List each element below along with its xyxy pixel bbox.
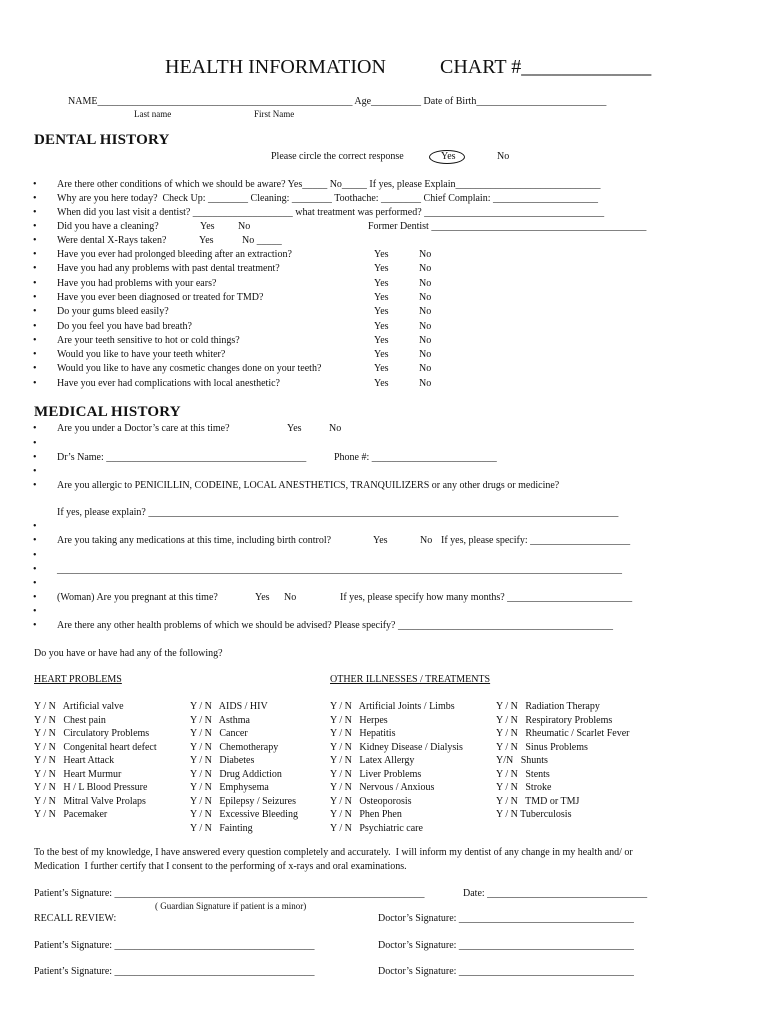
condition-item[interactable]: Y / N Osteoporosis bbox=[330, 795, 412, 807]
yes-option[interactable]: Yes bbox=[287, 423, 302, 434]
condition-item[interactable]: Y / N Phen Phen bbox=[330, 809, 402, 820]
yes-option[interactable]: Yes bbox=[374, 277, 389, 289]
dental-question: Are your teeth sensitive to hot or cold things? bbox=[57, 334, 240, 346]
bullet bbox=[33, 607, 37, 617]
dental-question: Do you feel you have bad breath? bbox=[57, 320, 192, 332]
bullet bbox=[33, 565, 37, 575]
condition-item[interactable]: Y/N Shunts bbox=[496, 755, 548, 766]
bullet bbox=[33, 379, 37, 389]
condition-item[interactable]: Y / N Radiation Therapy bbox=[496, 701, 600, 712]
condition-item[interactable]: Y / N Sinus Problems bbox=[496, 741, 588, 753]
yes-option[interactable]: Yes bbox=[200, 221, 215, 232]
no-option[interactable]: No bbox=[419, 291, 432, 303]
no-option[interactable]: No bbox=[419, 334, 432, 346]
heart-problems-heading: HEART PROBLEMS bbox=[34, 674, 122, 685]
question-last-visit[interactable]: When did you last visit a dentist? ____________________ what treatment was performed? ____________________________________ bbox=[57, 207, 605, 218]
condition-item[interactable]: Y / N Herpes bbox=[330, 714, 388, 726]
condition-item[interactable]: Y / N Congenital heart defect bbox=[34, 741, 157, 753]
bullet bbox=[33, 481, 37, 491]
bullet bbox=[33, 264, 37, 274]
question-doctor-care: Are you under a Doctor’s care at this time? bbox=[57, 423, 230, 434]
bullet bbox=[33, 208, 37, 218]
no-option[interactable]: No bbox=[419, 320, 432, 332]
bullet bbox=[33, 593, 37, 603]
bullet bbox=[33, 364, 37, 374]
yes-option[interactable]: Yes bbox=[374, 291, 389, 303]
condition-item[interactable]: Y / N Fainting bbox=[190, 822, 253, 834]
bullet bbox=[33, 322, 37, 332]
no-option[interactable]: No bbox=[419, 349, 432, 361]
bullet bbox=[33, 307, 37, 317]
yes-option[interactable]: Yes bbox=[374, 306, 389, 318]
condition-item[interactable]: Y / N Respiratory Problems bbox=[496, 714, 613, 726]
yes-option[interactable]: Yes bbox=[374, 334, 389, 346]
phone-field[interactable]: Phone #: _________________________ bbox=[334, 452, 497, 463]
medications-blank-line[interactable]: _________________________________________________________________________________________________________________ bbox=[57, 564, 622, 575]
first-name-label: First Name bbox=[254, 109, 295, 119]
condition-item[interactable]: Y / N Rheumatic / Scarlet Fever bbox=[496, 728, 630, 739]
question-medications: Are you taking any medications at this time, including birth control? bbox=[57, 535, 332, 546]
condition-item[interactable]: Y / N Diabetes bbox=[190, 755, 255, 766]
dental-question: Would you like to have your teeth whiter? bbox=[57, 349, 226, 361]
condition-item[interactable]: Y / N Liver Problems bbox=[330, 768, 422, 780]
condition-item[interactable]: Y / N Drug Addiction bbox=[190, 768, 282, 780]
yes-option[interactable]: Yes bbox=[374, 263, 389, 275]
doctor-name-field[interactable]: Dr’s Name: ________________________________________ bbox=[57, 452, 307, 463]
no-option[interactable]: No bbox=[419, 306, 432, 318]
condition-item[interactable]: Y / N Heart Murmur bbox=[34, 768, 122, 780]
doctor-signature-field[interactable]: Doctor’s Signature: ___________________________________ bbox=[378, 966, 634, 977]
condition-item[interactable]: Y / N Artificial Joints / Limbs bbox=[330, 701, 455, 712]
recall-review-label: RECALL REVIEW: bbox=[34, 913, 117, 924]
no-option[interactable]: No bbox=[419, 377, 432, 389]
condition-item[interactable]: Y / N Mitral Valve Prolaps bbox=[34, 795, 146, 807]
condition-item[interactable]: Y / N Tuberculosis bbox=[496, 809, 572, 820]
no-option[interactable]: No bbox=[419, 277, 432, 289]
bullet bbox=[33, 350, 37, 360]
other-illnesses-heading: OTHER ILLNESSES / TREATMENTS bbox=[330, 674, 491, 685]
condition-item[interactable]: Y / N Epilepsy / Seizures bbox=[190, 795, 297, 807]
yes-option[interactable]: Yes bbox=[374, 320, 389, 332]
question-reason-for-visit[interactable]: Why are you here today? Check Up: ________ Cleaning: ________ Toothache: ________ Chief Complain: _____________________ bbox=[57, 193, 598, 204]
dental-question: Would you like to have any cosmetic changes done on your teeth? bbox=[57, 363, 322, 375]
condition-item[interactable]: Y / N Stroke bbox=[496, 782, 552, 793]
condition-item[interactable]: Y / N Excessive Bleeding bbox=[190, 809, 298, 820]
circle-yes-option[interactable]: Yes bbox=[441, 151, 456, 162]
condition-item[interactable]: Y / N Psychiatric care bbox=[330, 822, 423, 834]
medications-specify-field[interactable]: If yes, please specify: ____________________ bbox=[441, 535, 631, 546]
condition-item[interactable]: Y / N H / L Blood Pressure bbox=[34, 782, 148, 793]
last-name-label: Last name bbox=[134, 109, 172, 119]
circle-instruction: Please circle the correct response bbox=[271, 151, 404, 162]
circle-no-option[interactable]: No bbox=[497, 151, 510, 162]
condition-item[interactable]: Y / N Cancer bbox=[190, 728, 248, 739]
condition-item[interactable]: Y / N Circulatory Problems bbox=[34, 728, 150, 739]
yes-option[interactable]: Yes bbox=[374, 377, 389, 389]
question-other-conditions[interactable]: Are there other conditions of which we should be aware? Yes_____ No_____ If yes, please Explain_____________________________ bbox=[57, 179, 601, 190]
condition-item[interactable]: Y / N Artificial valve bbox=[34, 701, 124, 712]
no-option[interactable]: No bbox=[284, 592, 297, 603]
condition-item[interactable]: Y / N Pacemaker bbox=[34, 809, 108, 820]
condition-item[interactable]: Y / N Latex Allergy bbox=[330, 755, 415, 766]
allergy-explain-field[interactable]: If yes, please explain? ______________________________________________________________________________________________ bbox=[57, 507, 619, 518]
condition-item[interactable]: Y / N TMD or TMJ bbox=[496, 795, 580, 807]
bullet bbox=[33, 536, 37, 546]
question-allergies: Are you allergic to PENICILLIN, CODEINE, LOCAL ANESTHETICS, TRANQUILIZERS or any other drugs or medicine? bbox=[57, 480, 560, 491]
bullet bbox=[33, 621, 37, 631]
question-cleaning: Did you have a cleaning? bbox=[57, 221, 159, 232]
bullet bbox=[33, 279, 37, 289]
patient-signature-field[interactable]: Patient’s Signature: ________________________________________ bbox=[34, 940, 315, 951]
bullet bbox=[33, 194, 37, 204]
no-option[interactable]: No bbox=[419, 363, 432, 375]
patient-signature-field[interactable]: Patient’s Signature: ______________________________________________________________ bbox=[34, 888, 425, 899]
certification-line-1: To the best of my knowledge, I have answered every question completely and accurately. I will inform my dentist of any change in my health and/ or bbox=[34, 847, 633, 858]
dental-question: Have you had any problems with past dental treatment? bbox=[57, 263, 280, 275]
do-you-have-prompt: Do you have or have had any of the following? bbox=[34, 648, 223, 659]
patient-signature-field[interactable]: Patient’s Signature: ________________________________________ bbox=[34, 966, 315, 977]
bullet bbox=[33, 180, 37, 190]
dental-question: Have you ever had complications with local anesthetic? bbox=[57, 377, 280, 389]
yes-option[interactable]: Yes bbox=[373, 535, 388, 546]
guardian-note: ( Guardian Signature if patient is a minor) bbox=[155, 901, 307, 911]
medical-history-heading: MEDICAL HISTORY bbox=[34, 404, 181, 420]
dental-history-heading: DENTAL HISTORY bbox=[34, 132, 170, 148]
bullet bbox=[33, 467, 37, 477]
condition-item[interactable]: Y / N AIDS / HIV bbox=[190, 701, 268, 712]
no-option[interactable]: No bbox=[419, 263, 432, 275]
bullet bbox=[33, 439, 37, 449]
question-other-problems[interactable]: Are there any other health problems of which we should be advised? Please specify? ___________________________________________ bbox=[57, 620, 613, 631]
dental-question: Have you ever been diagnosed or treated for TMD? bbox=[57, 291, 264, 303]
condition-item[interactable]: Y / N Emphysema bbox=[190, 782, 269, 793]
dental-question: Have you ever had prolonged bleeding after an extraction? bbox=[57, 249, 292, 260]
dental-question: Have you had problems with your ears? bbox=[57, 277, 217, 289]
date-field[interactable]: Date: ________________________________ bbox=[463, 888, 648, 899]
dental-question: Do your gums bleed easily? bbox=[57, 306, 169, 318]
doctor-signature-field[interactable]: Doctor’s Signature: ___________________________________ bbox=[378, 940, 634, 951]
bullet bbox=[33, 250, 37, 260]
condition-item[interactable]: Y / N Nervous / Anxious bbox=[330, 782, 435, 793]
doctor-signature-field[interactable]: Doctor’s Signature: ___________________________________ bbox=[378, 913, 634, 924]
bullet bbox=[33, 293, 37, 303]
bullet bbox=[33, 236, 37, 246]
bullet bbox=[33, 551, 37, 561]
condition-item[interactable]: Y / N Hepatitis bbox=[330, 728, 396, 739]
question-xrays: Were dental X-Rays taken? bbox=[57, 235, 167, 246]
no-option[interactable]: No _____ bbox=[242, 235, 282, 246]
condition-item[interactable]: Y / N Asthma bbox=[190, 714, 250, 726]
former-dentist-field[interactable]: Former Dentist ___________________________________________ bbox=[368, 221, 647, 232]
condition-item[interactable]: Y / N Chemotherapy bbox=[190, 741, 279, 753]
no-option[interactable]: No bbox=[419, 249, 432, 260]
bullet bbox=[33, 222, 37, 232]
bullet bbox=[33, 424, 37, 434]
chart-number-field[interactable]: CHART #_____________ bbox=[440, 56, 652, 78]
no-option[interactable]: No bbox=[420, 535, 433, 546]
bullet bbox=[33, 336, 37, 346]
bullet bbox=[33, 579, 37, 589]
page-title: HEALTH INFORMATION bbox=[165, 56, 386, 78]
yes-option[interactable]: Yes bbox=[374, 363, 389, 375]
no-option[interactable]: No bbox=[329, 423, 342, 434]
condition-item[interactable]: Y / N Kidney Disease / Dialysis bbox=[330, 741, 463, 753]
question-pregnant: (Woman) Are you pregnant at this time? bbox=[57, 592, 218, 603]
condition-item[interactable]: Y / N Chest pain bbox=[34, 714, 106, 726]
certification-line-2: Medication I further certify that I consent to the performing of x-rays and oral examinations. bbox=[34, 861, 407, 872]
yes-option[interactable]: Yes bbox=[374, 249, 389, 260]
yes-option[interactable]: Yes bbox=[199, 235, 214, 246]
yes-option[interactable]: Yes bbox=[374, 349, 389, 361]
pregnancy-months-field[interactable]: If yes, please specify how many months? _________________________ bbox=[340, 592, 633, 603]
name-age-dob-line[interactable]: NAME___________________________________________________ Age__________ Date of Birth__________________________ bbox=[68, 96, 607, 107]
bullet bbox=[33, 453, 37, 463]
bullet bbox=[33, 522, 37, 532]
condition-item[interactable]: Y / N Heart Attack bbox=[34, 755, 115, 766]
yes-option[interactable]: Yes bbox=[255, 592, 270, 603]
condition-item[interactable]: Y / N Stents bbox=[496, 768, 550, 780]
no-option[interactable]: No bbox=[238, 221, 251, 232]
